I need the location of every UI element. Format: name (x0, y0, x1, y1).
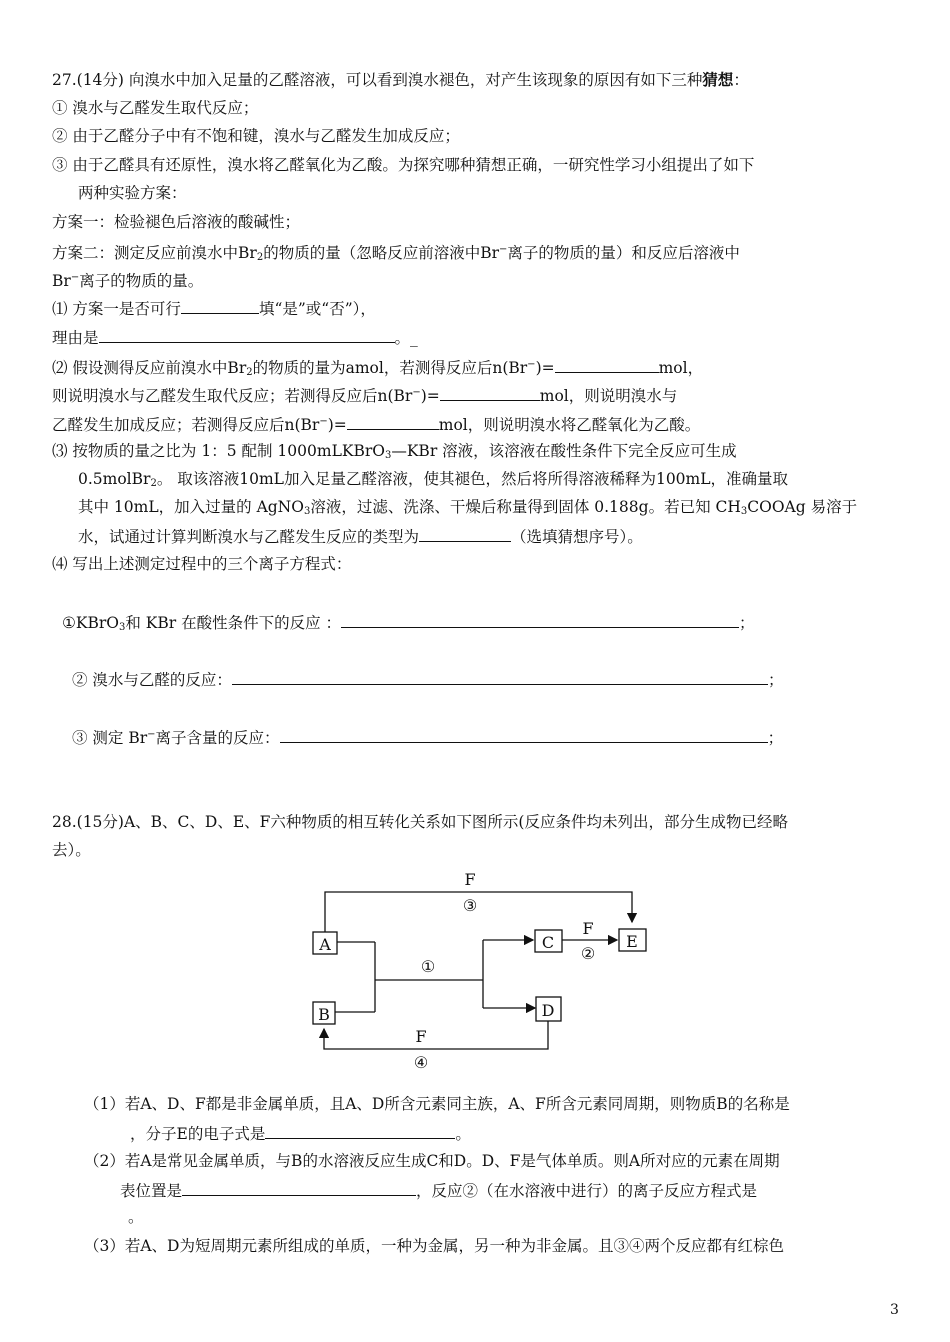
q28-intro-cont: 去）。 (52, 841, 91, 859)
q27-equation-1: ①KBrO$_3$和 KBr 在酸性条件下的反应 ： ； (62, 611, 755, 638)
q28-sub-3a: （3）若A、D为短周期元素所组成的单质，一种为金属，另一种为非金属。且③④两个反应都有红棕色 (84, 1237, 784, 1255)
q28-sub-2a: （2）若A是常见金属单质，与B的水溶液反应生成C和D。D、F是气体单质。则A所对应的元素在周期 (84, 1152, 780, 1170)
q27-plan-2-cont: Br−离子的物质的量。 (52, 272, 204, 290)
q27-guess-2: ② 由于乙醛分子中有不饱和键，溴水与乙醛发生加成反应； (52, 127, 460, 145)
q27-intro: 27.(14分) 向溴水中加入足量的乙醛溶液，可以看到溴水褪色，对产生该现象的原因有如下三种猜想： (52, 70, 749, 89)
q27-guess-3-cont: 两种实验方案： (78, 184, 187, 202)
answer-blank[interactable] (182, 1179, 416, 1196)
q27-equation-2: ② 溴水与乙醛的反应： ； (72, 668, 783, 690)
node-A: A (319, 935, 331, 954)
answer-blank[interactable] (265, 1122, 455, 1139)
edge-2-label: F (582, 919, 594, 938)
node-B: B (318, 1005, 330, 1024)
q27-part-1a: ⑴ 方案一是否可行 填“是”或“否”）， (52, 297, 376, 319)
answer-blank[interactable] (110, 1123, 130, 1139)
q27-part-3d: 水，试通过计算判断溴水与乙醛发生反应的类型为 （选填猜想序号）。 (78, 525, 643, 547)
q27-guess-1: ① 溴水与乙醛发生取代反应； (52, 99, 259, 117)
q28-sub-1b: ，分子E的电子式是 。 (110, 1122, 471, 1144)
q28-intro: 28.(15分)A、B、C、D、E、F六种物质的相互转化关系如下图所示(反应条件均未列出，部分生成物已经略 (52, 813, 788, 831)
edge-1-num: ① (420, 957, 436, 976)
q27-equation-3: ③ 测定 Br−离子含量的反应： ； (72, 725, 783, 748)
q27-part-2a: ⑵ 假设测得反应前溴水中$Br_2$的物质的量为amol，若测得反应后n(Br−)= mol， (52, 355, 703, 383)
page-number: 3 (890, 1302, 899, 1318)
node-E: E (626, 932, 638, 951)
q28-sub-2b: 表位置是 ，反应②（在水溶液中进行）的离子反应方程式是 (120, 1179, 757, 1201)
q27-part-2b: 则说明溴水与乙醛发生取代反应；若测得反应后n(Br−)= mol，则说明溴水与 (52, 383, 677, 406)
node-C: C (541, 933, 555, 952)
edge-4-num: ④ (413, 1053, 429, 1072)
q27-plan-2: 方案二：测定反应前溴水中$Br_2$的物质的量（忽略反应前溶液中Br−离子的物质的量）和反应后溶液中 (52, 244, 740, 263)
q27-guess-3: ③ 由于乙醛具有还原性，溴水将乙醛氧化为乙酸。为探究哪种猜想正确，一研究性学习小组提出了如下 (52, 156, 755, 174)
edge-3-label: F (464, 870, 476, 889)
q28-sub-2c: 。 (128, 1208, 144, 1226)
edge-2-num: ② (580, 944, 596, 963)
q27-part-4: ⑷ 写出上述测定过程中的三个离子方程式： (52, 555, 352, 573)
q27-part-3c: 其中 10mL，加入过量的 AgNO$_3$溶液，过滤、洗涤、干燥后称量得到固体 0.188g。若已知 $CH_3COOAg$ 易溶于 (78, 498, 858, 517)
edge-3-num: ③ (462, 896, 478, 915)
q27-part-3b: 0.5molBr$_2$。 取该溶液10mL加入足量乙醛溶液，使其褪色，然后将所得溶液稀释为100mL，准确量取 (78, 470, 789, 489)
q27-part-2c: 乙醛发生加成反应；若测得反应后n(Br−)= mol，则说明溴水将乙醛氧化为乙酸。 (52, 412, 700, 435)
edge-4 (324, 1021, 548, 1049)
q27-part-3a: ⑶ 按物质的量之比为 1：5 配制 1000mLKBrO$_3$—KBr 溶液，该溶液在酸性条件下完全反应可生成 (52, 442, 737, 461)
q27-plan-1: 方案一：检验褪色后溶液的酸碱性； (52, 213, 301, 231)
node-D: D (541, 1001, 555, 1020)
edge-4-label: F (415, 1027, 427, 1046)
q27-part-1b: 理由是 。_ (52, 326, 418, 348)
q28-sub-1a: （1）若A、D、F都是非金属单质，且A、D所含元素同主族，A、F所含元素同周期，则物质B的名称是 (84, 1095, 790, 1113)
